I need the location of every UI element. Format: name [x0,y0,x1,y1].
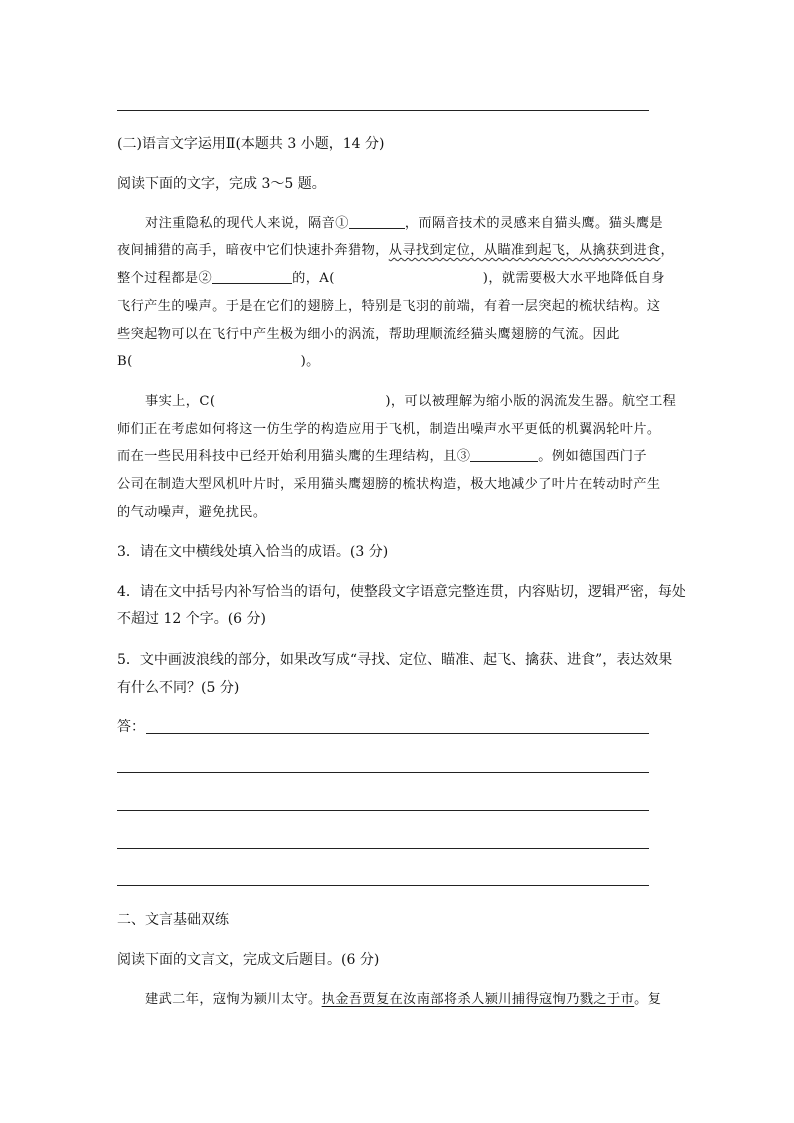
answer-label: 答： [117,719,145,735]
answer-line[interactable] [117,848,649,849]
wenyan-instruction: 阅读下面的文言文，完成文后题目。(6 分) [117,952,380,968]
blank-marker: ③ [456,449,471,464]
passage-text: 而在一些民用科技中已经开始利用猫头鹰的生理结构，且 [117,449,457,464]
wenyan-line [145,990,661,1010]
answer-line[interactable] [117,885,649,886]
passage-text: )，可以被理解为缩小版的涡流发生器。航空工程 [385,394,677,409]
question-5: 5．文中画波浪线的部分，如果改写成“寻找、定位、瞄准、起飞、擒获、进食”，表达效果 [117,652,673,668]
passage-text: 夜间捕猎的高手，暗夜中它们快速扑奔猎物， [117,243,389,258]
passage-text: )。 [300,354,320,369]
blank-line[interactable] [349,214,405,229]
passage-line: 公司在制造大型风机叶片时，采用猫头鹰翅膀的梳状构造，极大地减少了叶片在转动时产生 [117,477,661,492]
wavy-underlined-text: 从寻找到定位，从瞄准到起飞，从擒获到进食 [388,243,661,258]
passage-line [117,241,674,261]
passage-line: 师们正在考虑如何将这一仿生学的构造应用于飞机，制造出噪声水平更低的机翼涡轮叶片。 [117,422,661,437]
passage-line [145,392,676,412]
blank-marker: ① [335,216,349,231]
section-heading: 二、文言基础双练 [117,912,229,928]
passage-line: 的气动噪声，避免扰民。 [117,505,267,520]
underlined-sentence: 执金吾贾复在汝南部将杀人颍川捕得寇恂乃戮之于市 [321,992,635,1007]
passage-text: )，就需要极大水平地降低自身 [482,271,665,286]
question-5-cont: 有什么不同？(5 分) [117,680,240,696]
blank-marker: ② [198,271,213,286]
passage-line [145,214,663,234]
passage-line [117,269,665,289]
passage-line [117,352,320,372]
passage-line [117,447,647,467]
question-4-cont: 不超过 12 个字。(6 分) [117,611,266,627]
passage-line: 飞行产生的噪声。于是在它们的翅膀上，特别是飞羽的前端，有着一层突起的梳状结构。这 [117,299,661,314]
passage-text: 。例如德国西门子 [538,449,647,464]
passage-line: 些突起物可以在飞行中产生极为细小的涡流，帮助理顺流经猫头鹰翅膀的气流。因此 [117,327,620,342]
passage-text: ， [660,243,675,258]
question-3: 3．请在文中横线处填入恰当的成语。(3 分) [117,544,389,560]
passage-text: 对注重隐私的现代人来说，隔音 [145,216,336,231]
answer-line[interactable] [117,810,649,811]
section-title: (二)语言文字运用Ⅱ(本题共 3 小题，14 分) [117,136,385,152]
question-4: 4．请在文中括号内补写恰当的语句，使整段文字语意完整连贯，内容贴切，逻辑严密，每处 [117,584,686,600]
instruction-text: 阅读下面的文字，完成 3～5 题。 [117,176,326,192]
answer-line[interactable] [117,772,649,773]
wenyan-text: 建武二年，寇恂为颍川太守。 [145,992,322,1007]
passage-text: 整个过程都是 [117,271,199,286]
passage-text: 的，A( [292,271,335,286]
passage-text: ，而隔音技术的灵感来自猫头鹰。猫头鹰是 [404,216,663,231]
wenyan-text: 。复 [634,992,662,1007]
passage-text: B( [117,354,133,369]
top-divider [117,110,649,111]
passage-text: 事实上，C( [145,394,216,409]
blank-line[interactable] [212,269,292,284]
blank-line[interactable] [470,447,538,462]
answer-line[interactable] [146,733,649,734]
